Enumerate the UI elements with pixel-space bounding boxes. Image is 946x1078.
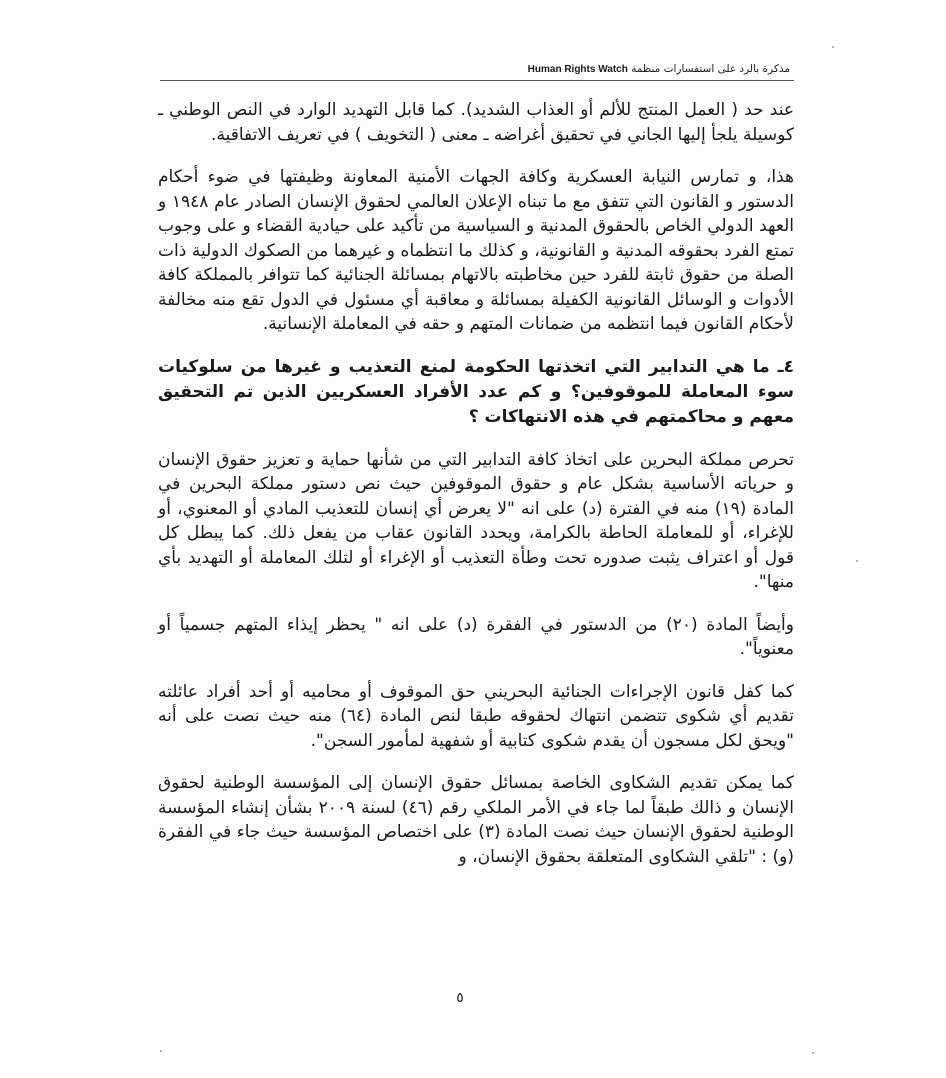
document-body	[158, 98, 794, 887]
paragraph-constitution-article-20: وأيضاً المادة (٢٠) من الدستور في الفقرة (د) على انه " يحظر إيذاء المتهم جسمياً أو معنوياً".	[158, 614, 794, 659]
question-4-heading: ٤ـ ما هي التدابير التي اتخذتها الحكومة لمنع التعذيب و غيرها من سلوكيات سوء المعاملة للموقوفين؟ و كم عدد الأفراد العسكريين الذين تم التحقيق معهم و محاكمتهم في هذه الانتهاكات ؟	[158, 356, 794, 427]
header-divider	[160, 80, 794, 81]
header-organization-name: Human Rights Watch	[527, 64, 628, 75]
scan-speck	[160, 1050, 162, 1052]
paragraph-convention-definition: عند حد ( العمل المنتج للألم أو العذاب الشديد). كما قابل التهديد الوارد في النص الوطني ـ كوسيلة يلجأ إليها الجاني في تحقيق أغراضه ـ معنى ( التخويف ) في تعريف الاتفاقية.	[158, 100, 794, 145]
paragraph-criminal-procedure-complaints: كما كفل قانون الإجراءات الجنائية البحريني حق الموقوف أو محاميه أو أحد أفراد عائلته تقديم أي شكوى تتضمن انتهاك لحقوقه طبقا لنص المادة (٦٤) منه حيث نصت على أنه "ويحق لكل مسجون أن يقدم شكوى كتابية أو شفهية لمأمور السجن".	[158, 681, 795, 751]
page-number: ٥	[456, 990, 464, 1006]
page-header	[500, 62, 790, 77]
scan-speck	[832, 46, 834, 48]
scan-speck	[812, 1052, 814, 1054]
paragraph-military-prosecution: هذا، و تمارس النيابة العسكرية وكافة الجهات الأمنية المعاونة وظيفتها في ضوء أحكام الدستور و القانون التي تتفق مع ما تبناه الإعلان العالمي لحقوق الإنسان الصادر عام ١٩٤٨ و العهد الدولي الخاص بالحقوق المدنية و السياسية من تأكيد على حيادية القضاء و على وجوب تمتع الفرد بحقوقه المدنية و القانونية، و كذلك ما انتظماه و غيرهما من الصكوك الدولية ذات الصلة من حقوق ثابتة للفرد حين مخاطبته بالاتهام بمسائلة الجنائية كما تتوافر بالمملكة كافة الأدوات و الوسائل القانونية الكفيلة بمسائلة و معاقبة أي مسئول في الدول تقع منه مخالفة لأحكام القانون فيما انتظمه من ضمانات المتهم و حقه في المعاملة الإنسانية.	[158, 167, 794, 334]
scan-speck	[856, 560, 858, 562]
paragraph-national-institution: كما يمكن تقديم الشكاوى الخاصة بمسائل حقوق الإنسان إلى المؤسسة الوطنية لحقوق الإنسان و ذالك طبقاً لما جاء في الأمر الملكي رقم (٤٦) لسنة ٢٠٠٩ بشأن إنشاء المؤسسة الوطنية لحقوق الإنسان حيث نصت المادة (٣) على اختصاص المؤسسة حيث جاء في الفقرة (و) : "تلقي الشكاوى المتعلقة بحقوق الإنسان، و	[158, 773, 794, 867]
header-arabic-title: مذكرة بالرد على استفسارات منظمة	[631, 63, 790, 75]
paragraph-constitution-article-19: تحرص مملكة البحرين على اتخاذ كافة التدابير التي من شأنها حماية و تعزيز حقوق الإنسان و حرياته الأساسية بشكل عام و حقوق الموقوفين حيث نص دستور مملكة البحرين في المادة (١٩) منه في الفترة (د) على انه "لا يعرض أي إنسان للتعذيب المادي أو المعنوي، أو للإغراء، أو للمعاملة الحاطة بالكرامة، ويحدد القانون عقاب من يفعل ذلك. كما يبطل كل قول أو اعتراف يثبت صدوره تحت وطأة التعذيب أو الإغراء أو لتلك المعاملة أو التهديد بأي منها".	[158, 449, 794, 592]
